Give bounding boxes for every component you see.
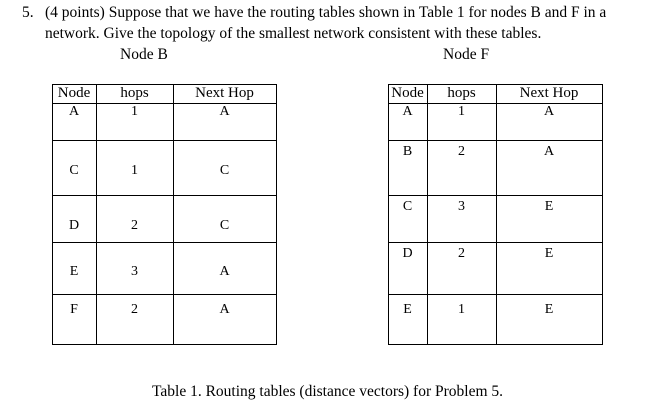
table-cell: A: [543, 104, 555, 119]
node-b-label: Node B: [120, 46, 168, 63]
table-hline: [52, 242, 277, 243]
table-cell: 1: [458, 104, 465, 119]
table-cell: 3: [458, 199, 465, 214]
table-cell: A: [219, 302, 230, 317]
table-cell: D: [402, 246, 413, 261]
table-cell: 2: [131, 218, 138, 233]
table-cell: 1: [131, 104, 138, 119]
table-cell: A: [543, 144, 555, 159]
table-cell: 2: [458, 246, 465, 261]
table-cell: A: [219, 264, 230, 279]
table-header-cell: Node: [391, 85, 424, 101]
table-hline: [52, 294, 277, 295]
table-vline: [427, 84, 428, 345]
table-cell: B: [402, 144, 413, 159]
table-cell: E: [544, 246, 554, 261]
table-hline: [52, 344, 277, 345]
table-cell: 2: [458, 144, 465, 159]
table-cell: C: [219, 218, 230, 233]
problem-number: 5.: [22, 4, 34, 21]
table-header-cell: hops: [120, 85, 149, 101]
table-cell: E: [544, 199, 554, 214]
table-cell: C: [219, 163, 230, 178]
table-cell: 3: [131, 264, 138, 279]
table-header-cell: Next Hop: [519, 85, 579, 101]
table-vline: [276, 84, 277, 345]
node-f-label: Node F: [443, 46, 490, 63]
table-vline: [173, 84, 174, 345]
table-cell: A: [219, 104, 230, 119]
table-cell: C: [69, 163, 79, 178]
table-cell: C: [402, 199, 413, 214]
table-cell: 1: [458, 302, 465, 317]
table-header-cell: hops: [447, 85, 476, 101]
table-cell: D: [68, 218, 80, 233]
problem-text-line-1: (4 points) Suppose that we have the routing tables shown in Table 1 for nodes B and F in a: [45, 4, 607, 21]
table-cell: F: [70, 302, 78, 317]
table-vline: [52, 84, 53, 345]
table-vline: [388, 84, 389, 345]
table-cell: E: [403, 302, 412, 317]
table-cell: E: [544, 302, 554, 317]
table-cell: A: [68, 104, 80, 119]
table-cell: A: [402, 104, 413, 119]
table-hline: [52, 195, 277, 196]
table-hline: [52, 140, 277, 141]
table-hline: [52, 103, 277, 104]
table-header-cell: Next Hop: [195, 85, 254, 101]
table-cell: 1: [131, 163, 138, 178]
table-vline: [96, 84, 97, 345]
table-cell: 2: [131, 302, 138, 317]
problem-text-line-2: network. Give the topology of the smallest network consistent with these tables.: [45, 25, 542, 42]
table-header-cell: Node: [57, 85, 91, 101]
table-vline: [602, 84, 603, 345]
table-vline: [496, 84, 497, 345]
table-caption: Table 1. Routing tables (distance vectors) for Problem 5.: [152, 383, 504, 400]
table-cell: E: [69, 264, 79, 279]
